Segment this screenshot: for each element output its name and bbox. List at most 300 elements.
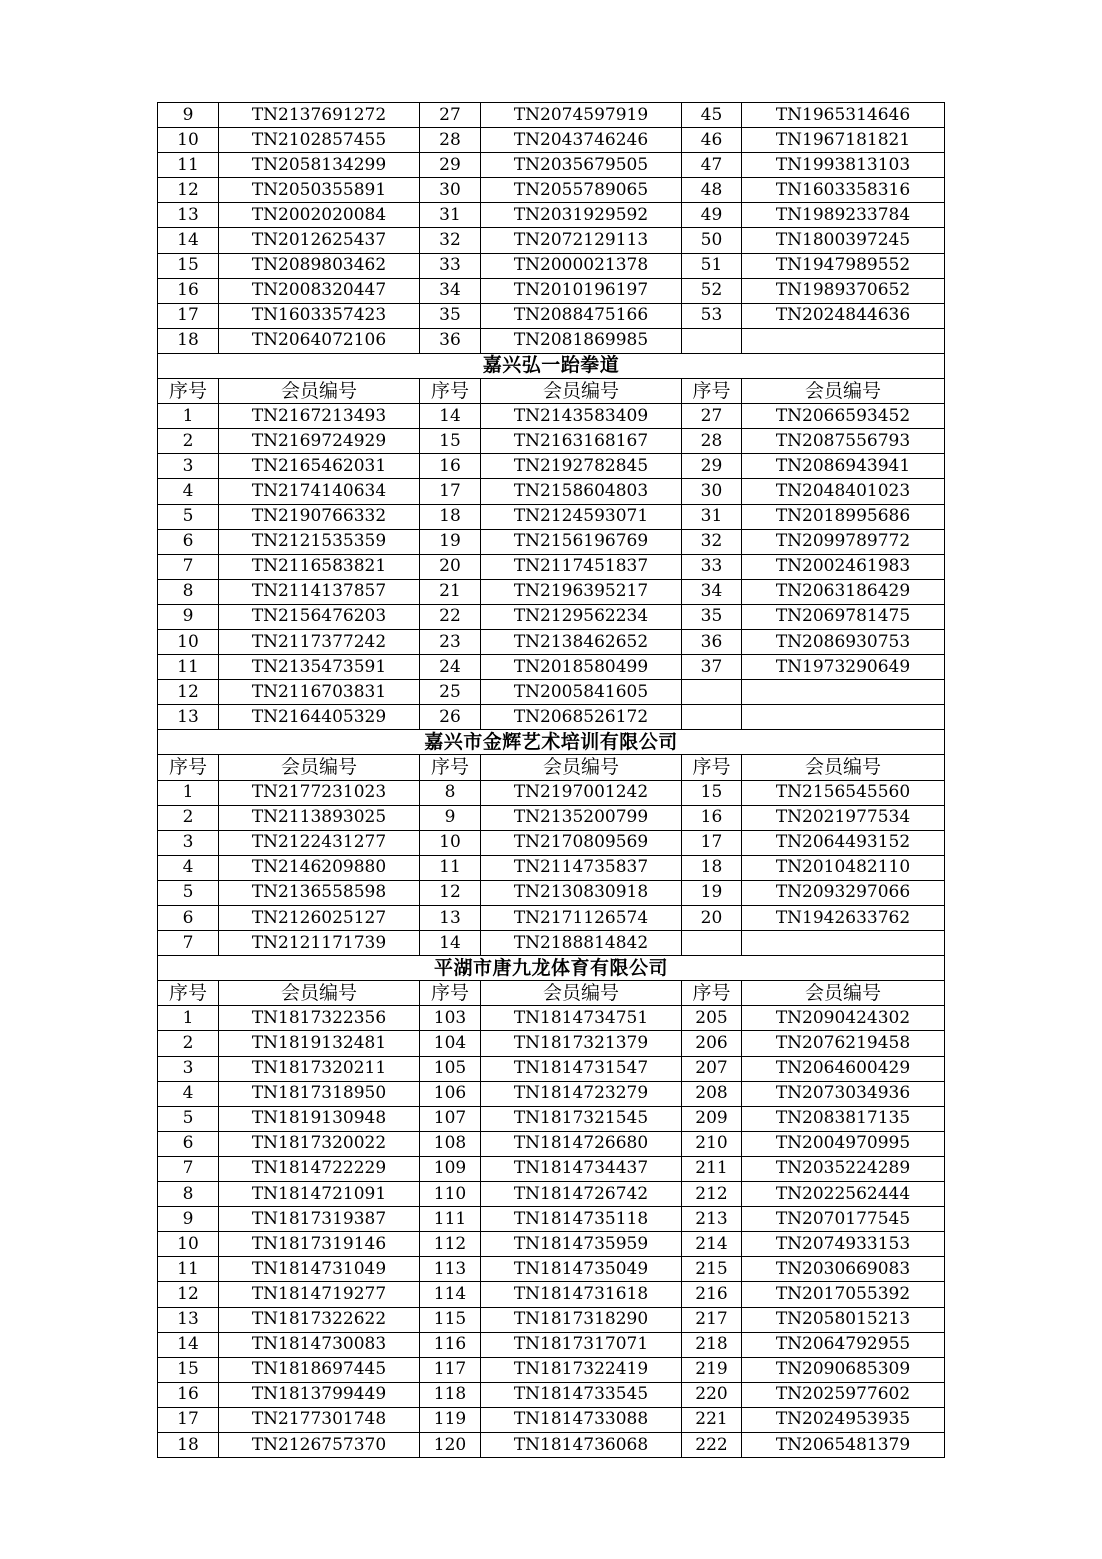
member-id-cell: TN2022562444	[742, 1182, 945, 1207]
column-header-index: 序号	[682, 981, 742, 1006]
member-id-cell: TN1814731547	[481, 1056, 682, 1081]
table-row	[158, 906, 945, 931]
table-row	[158, 855, 945, 880]
member-id-cell: TN1814731618	[481, 1282, 682, 1307]
member-id-cell: TN2169724929	[219, 429, 420, 454]
member-id-cell: TN1814726680	[481, 1131, 682, 1156]
member-id-cell: TN2076219458	[742, 1031, 945, 1056]
index-cell: 18	[158, 1432, 219, 1457]
index-cell: 107	[420, 1106, 481, 1131]
index-cell: 106	[420, 1081, 481, 1106]
member-id-cell: TN2089803462	[219, 253, 420, 278]
index-cell: 205	[682, 1006, 742, 1031]
member-id-cell: TN2064072106	[219, 328, 420, 353]
member-id-cell: TN2126025127	[219, 906, 420, 931]
column-header-index: 序号	[682, 379, 742, 404]
index-cell: 20	[420, 554, 481, 579]
index-cell: 50	[682, 228, 742, 253]
index-cell: 37	[682, 655, 742, 680]
index-cell: 4	[158, 1081, 219, 1106]
index-cell: 7	[158, 931, 219, 956]
member-id-cell: TN2099789772	[742, 529, 945, 554]
index-cell: 31	[420, 203, 481, 228]
member-id-cell: TN2188814842	[481, 931, 682, 956]
index-cell: 103	[420, 1006, 481, 1031]
table-row	[158, 1031, 945, 1056]
table-row	[158, 203, 945, 228]
table-row	[158, 1357, 945, 1382]
table-row	[158, 830, 945, 855]
member-id-cell: TN2024953935	[742, 1407, 945, 1432]
table-row	[158, 1182, 945, 1207]
member-id-cell: TN2121535359	[219, 529, 420, 554]
member-id-cell: TN1814723279	[481, 1081, 682, 1106]
member-id-cell: TN2114735837	[481, 855, 682, 880]
member-id-cell: TN1989370652	[742, 278, 945, 303]
index-cell: 114	[420, 1282, 481, 1307]
table-row	[158, 454, 945, 479]
member-id-cell: TN2058015213	[742, 1307, 945, 1332]
column-header-member-id: 会员编号	[481, 981, 682, 1006]
member-id-cell: TN1817319146	[219, 1232, 420, 1257]
index-cell: 3	[158, 454, 219, 479]
member-id-cell: TN1819130948	[219, 1106, 420, 1131]
index-cell: 17	[158, 303, 219, 328]
member-id-cell: TN2135473591	[219, 655, 420, 680]
member-id-cell: TN2192782845	[481, 454, 682, 479]
member-id-cell: TN1817318290	[481, 1307, 682, 1332]
member-id-cell: TN1993813103	[742, 153, 945, 178]
index-cell: 3	[158, 830, 219, 855]
column-header-index: 序号	[420, 981, 481, 1006]
index-cell: 113	[420, 1257, 481, 1282]
member-id-cell: TN2121171739	[219, 931, 420, 956]
member-id-cell: TN1814733088	[481, 1407, 682, 1432]
table-row	[158, 404, 945, 429]
member-id-cell: TN2197001242	[481, 780, 682, 805]
member-id-cell: TN2163168167	[481, 429, 682, 454]
table-row	[158, 178, 945, 203]
section-title: 嘉兴市金辉艺术培训有限公司	[158, 730, 945, 755]
index-cell: 12	[158, 178, 219, 203]
table-row	[158, 1232, 945, 1257]
member-id-cell: TN2093297066	[742, 880, 945, 905]
table-row	[158, 1131, 945, 1156]
table-row	[158, 805, 945, 830]
table-row	[158, 554, 945, 579]
member-id-cell: TN1817317071	[481, 1332, 682, 1357]
member-id-cell: TN1947989552	[742, 253, 945, 278]
member-id-cell: TN2070177545	[742, 1207, 945, 1232]
member-id-cell: TN2058134299	[219, 153, 420, 178]
member-id-cell: TN1942633762	[742, 906, 945, 931]
column-header-member-id: 会员编号	[219, 379, 420, 404]
table-row	[158, 579, 945, 604]
member-table	[157, 102, 945, 1458]
member-id-cell: TN2031929592	[481, 203, 682, 228]
index-cell: 35	[420, 303, 481, 328]
member-id-cell	[742, 705, 945, 730]
table-row	[158, 931, 945, 956]
index-cell: 11	[158, 1257, 219, 1282]
index-cell: 29	[682, 454, 742, 479]
member-id-cell: TN2117451837	[481, 554, 682, 579]
index-cell: 10	[158, 1232, 219, 1257]
index-cell: 207	[682, 1056, 742, 1081]
index-cell: 4	[158, 479, 219, 504]
member-id-cell: TN2010196197	[481, 278, 682, 303]
index-cell: 2	[158, 805, 219, 830]
table-row	[158, 429, 945, 454]
index-cell: 17	[158, 1407, 219, 1432]
member-id-cell: TN2086943941	[742, 454, 945, 479]
table-row	[158, 1432, 945, 1457]
index-cell: 212	[682, 1182, 742, 1207]
index-cell: 45	[682, 103, 742, 128]
member-id-cell: TN1814722229	[219, 1156, 420, 1181]
index-cell: 119	[420, 1407, 481, 1432]
table-row	[158, 103, 945, 128]
index-cell: 7	[158, 554, 219, 579]
index-cell: 216	[682, 1282, 742, 1307]
member-id-cell: TN2072129113	[481, 228, 682, 253]
index-cell	[682, 680, 742, 705]
index-cell: 46	[682, 128, 742, 153]
index-cell: 15	[158, 253, 219, 278]
index-cell: 29	[420, 153, 481, 178]
table-row	[158, 1207, 945, 1232]
index-cell: 6	[158, 1131, 219, 1156]
column-header-index: 序号	[420, 755, 481, 780]
member-id-cell: TN1817322622	[219, 1307, 420, 1332]
member-id-cell: TN2024844636	[742, 303, 945, 328]
index-cell: 18	[682, 855, 742, 880]
index-cell: 1	[158, 780, 219, 805]
index-cell: 117	[420, 1357, 481, 1382]
index-cell: 22	[420, 604, 481, 629]
member-id-cell: TN2138462652	[481, 629, 682, 654]
member-id-cell: TN1814733545	[481, 1382, 682, 1407]
index-cell: 13	[420, 906, 481, 931]
member-id-cell: TN2064600429	[742, 1056, 945, 1081]
table-row	[158, 655, 945, 680]
member-id-cell: TN2068526172	[481, 705, 682, 730]
index-cell: 104	[420, 1031, 481, 1056]
member-id-cell: TN2008320447	[219, 278, 420, 303]
column-header-member-id: 会员编号	[219, 755, 420, 780]
member-id-cell: TN2124593071	[481, 504, 682, 529]
header-row	[158, 981, 945, 1006]
member-id-cell: TN2156545560	[742, 780, 945, 805]
index-cell: 14	[158, 228, 219, 253]
member-id-cell: TN2190766332	[219, 504, 420, 529]
index-cell: 16	[420, 454, 481, 479]
member-id-cell: TN2156476203	[219, 604, 420, 629]
index-cell: 30	[682, 479, 742, 504]
index-cell: 32	[682, 529, 742, 554]
member-id-cell: TN1817320211	[219, 1056, 420, 1081]
index-cell: 13	[158, 203, 219, 228]
member-id-cell: TN2177231023	[219, 780, 420, 805]
index-cell: 13	[158, 1307, 219, 1332]
member-id-cell: TN1965314646	[742, 103, 945, 128]
member-id-cell: TN1814735049	[481, 1257, 682, 1282]
index-cell: 118	[420, 1382, 481, 1407]
index-cell: 4	[158, 855, 219, 880]
table-row	[158, 1006, 945, 1031]
section-title-row	[158, 956, 945, 981]
index-cell: 12	[158, 680, 219, 705]
index-cell: 27	[682, 404, 742, 429]
member-id-cell: TN2167213493	[219, 404, 420, 429]
index-cell: 210	[682, 1131, 742, 1156]
header-row	[158, 755, 945, 780]
table-row	[158, 253, 945, 278]
index-cell: 32	[420, 228, 481, 253]
index-cell: 19	[420, 529, 481, 554]
member-id-cell: TN2126757370	[219, 1432, 420, 1457]
table-row	[158, 128, 945, 153]
index-cell: 115	[420, 1307, 481, 1332]
member-id-cell: TN1814734437	[481, 1156, 682, 1181]
member-id-cell: TN2174140634	[219, 479, 420, 504]
index-cell: 222	[682, 1432, 742, 1457]
index-cell: 12	[420, 880, 481, 905]
member-id-cell: TN2158604803	[481, 479, 682, 504]
table-row	[158, 1307, 945, 1332]
member-id-cell: TN1817321379	[481, 1031, 682, 1056]
index-cell: 112	[420, 1232, 481, 1257]
index-cell: 6	[158, 906, 219, 931]
column-header-member-id: 会员编号	[742, 379, 945, 404]
header-row	[158, 379, 945, 404]
member-id-cell: TN2043746246	[481, 128, 682, 153]
member-id-cell: TN2073034936	[742, 1081, 945, 1106]
index-cell: 15	[158, 1357, 219, 1382]
index-cell: 17	[420, 479, 481, 504]
section-title: 嘉兴弘一跆拳道	[158, 353, 945, 378]
member-id-cell: TN2196395217	[481, 579, 682, 604]
index-cell: 8	[158, 579, 219, 604]
member-id-cell: TN2165462031	[219, 454, 420, 479]
table-row	[158, 529, 945, 554]
table-row	[158, 880, 945, 905]
index-cell: 120	[420, 1432, 481, 1457]
index-cell: 25	[420, 680, 481, 705]
member-id-cell	[742, 680, 945, 705]
index-cell: 18	[420, 504, 481, 529]
member-id-cell: TN1814736068	[481, 1432, 682, 1457]
member-id-cell: TN2083817135	[742, 1106, 945, 1131]
index-cell: 5	[158, 504, 219, 529]
member-id-cell: TN2116703831	[219, 680, 420, 705]
member-id-cell: TN1814734751	[481, 1006, 682, 1031]
index-cell: 33	[420, 253, 481, 278]
index-cell: 6	[158, 529, 219, 554]
table-row	[158, 680, 945, 705]
member-id-cell: TN1814719277	[219, 1282, 420, 1307]
member-id-cell: TN1817319387	[219, 1207, 420, 1232]
index-cell: 218	[682, 1332, 742, 1357]
table-row	[158, 1382, 945, 1407]
column-header-member-id: 会员编号	[219, 981, 420, 1006]
column-header-index: 序号	[158, 755, 219, 780]
index-cell: 34	[682, 579, 742, 604]
index-cell: 11	[158, 655, 219, 680]
index-cell: 9	[158, 1207, 219, 1232]
member-id-cell: TN1814731049	[219, 1257, 420, 1282]
member-id-cell: TN2146209880	[219, 855, 420, 880]
index-cell: 108	[420, 1131, 481, 1156]
index-cell: 105	[420, 1056, 481, 1081]
member-id-cell: TN2170809569	[481, 830, 682, 855]
member-id-cell: TN2002020084	[219, 203, 420, 228]
index-cell: 9	[158, 103, 219, 128]
index-cell: 11	[420, 855, 481, 880]
member-id-cell: TN2116583821	[219, 554, 420, 579]
member-id-cell: TN2130830918	[481, 880, 682, 905]
index-cell: 11	[158, 153, 219, 178]
index-cell: 36	[682, 629, 742, 654]
index-cell: 26	[420, 705, 481, 730]
index-cell: 111	[420, 1207, 481, 1232]
index-cell: 9	[420, 805, 481, 830]
member-id-cell: TN2063186429	[742, 579, 945, 604]
index-cell: 8	[158, 1182, 219, 1207]
member-id-cell: TN2171126574	[481, 906, 682, 931]
table-row	[158, 479, 945, 504]
member-id-cell	[742, 328, 945, 353]
index-cell: 17	[682, 830, 742, 855]
index-cell: 12	[158, 1282, 219, 1307]
index-cell: 13	[158, 705, 219, 730]
member-id-cell: TN2090424302	[742, 1006, 945, 1031]
index-cell: 23	[420, 629, 481, 654]
index-cell: 1	[158, 404, 219, 429]
index-cell: 219	[682, 1357, 742, 1382]
index-cell: 30	[420, 178, 481, 203]
table-row	[158, 328, 945, 353]
member-id-cell: TN1819132481	[219, 1031, 420, 1056]
member-id-cell: TN1814735118	[481, 1207, 682, 1232]
member-id-cell: TN1814735959	[481, 1232, 682, 1257]
table-row	[158, 303, 945, 328]
member-id-cell: TN2117377242	[219, 629, 420, 654]
index-cell: 14	[158, 1332, 219, 1357]
table-row	[158, 1407, 945, 1432]
index-cell: 18	[158, 328, 219, 353]
index-cell: 24	[420, 655, 481, 680]
member-id-cell: TN2137691272	[219, 103, 420, 128]
column-header-index: 序号	[158, 981, 219, 1006]
member-id-cell: TN1817321545	[481, 1106, 682, 1131]
table-row	[158, 705, 945, 730]
member-id-cell: TN2048401023	[742, 479, 945, 504]
index-cell: 208	[682, 1081, 742, 1106]
member-id-cell: TN2030669083	[742, 1257, 945, 1282]
index-cell: 1	[158, 1006, 219, 1031]
member-id-cell: TN2069781475	[742, 604, 945, 629]
index-cell: 14	[420, 404, 481, 429]
index-cell: 49	[682, 203, 742, 228]
index-cell: 52	[682, 278, 742, 303]
index-cell: 2	[158, 429, 219, 454]
index-cell: 9	[158, 604, 219, 629]
index-cell	[682, 328, 742, 353]
member-id-cell: TN2018995686	[742, 504, 945, 529]
member-id-cell: TN2012625437	[219, 228, 420, 253]
member-id-cell: TN2064792955	[742, 1332, 945, 1357]
member-id-cell: TN2135200799	[481, 805, 682, 830]
member-id-cell: TN2002461983	[742, 554, 945, 579]
index-cell: 214	[682, 1232, 742, 1257]
section-title: 平湖市唐九龙体育有限公司	[158, 956, 945, 981]
member-id-cell: TN2136558598	[219, 880, 420, 905]
index-cell: 28	[682, 429, 742, 454]
index-cell: 15	[420, 429, 481, 454]
index-cell: 14	[420, 931, 481, 956]
index-cell: 221	[682, 1407, 742, 1432]
member-id-cell: TN1967181821	[742, 128, 945, 153]
member-id-cell: TN2065481379	[742, 1432, 945, 1457]
table-row	[158, 228, 945, 253]
member-id-cell: TN1813799449	[219, 1382, 420, 1407]
column-header-index: 序号	[158, 379, 219, 404]
column-header-member-id: 会员编号	[481, 379, 682, 404]
member-id-cell	[742, 931, 945, 956]
index-cell: 16	[158, 278, 219, 303]
member-id-cell: TN2143583409	[481, 404, 682, 429]
index-cell: 47	[682, 153, 742, 178]
member-id-cell: TN2021977534	[742, 805, 945, 830]
column-header-member-id: 会员编号	[481, 755, 682, 780]
member-id-cell: TN1814726742	[481, 1182, 682, 1207]
member-id-cell: TN2018580499	[481, 655, 682, 680]
member-id-cell: TN2090685309	[742, 1357, 945, 1382]
index-cell	[682, 705, 742, 730]
member-id-cell: TN2087556793	[742, 429, 945, 454]
index-cell: 3	[158, 1056, 219, 1081]
index-cell: 33	[682, 554, 742, 579]
index-cell: 211	[682, 1156, 742, 1181]
member-id-cell: TN2010482110	[742, 855, 945, 880]
member-id-cell: TN2064493152	[742, 830, 945, 855]
member-id-cell: TN2004970995	[742, 1131, 945, 1156]
member-id-cell: TN1603358316	[742, 178, 945, 203]
index-cell: 10	[158, 128, 219, 153]
member-id-cell: TN1818697445	[219, 1357, 420, 1382]
member-id-cell: TN2074933153	[742, 1232, 945, 1257]
member-id-cell: TN2129562234	[481, 604, 682, 629]
member-id-cell: TN1817318950	[219, 1081, 420, 1106]
member-id-cell: TN2035224289	[742, 1156, 945, 1181]
index-cell: 10	[158, 629, 219, 654]
index-cell: 213	[682, 1207, 742, 1232]
index-cell: 7	[158, 1156, 219, 1181]
index-cell: 215	[682, 1257, 742, 1282]
index-cell: 16	[158, 1382, 219, 1407]
member-id-cell: TN2066593452	[742, 404, 945, 429]
member-id-cell: TN2025977602	[742, 1382, 945, 1407]
member-id-cell: TN2102857455	[219, 128, 420, 153]
index-cell: 53	[682, 303, 742, 328]
index-cell: 5	[158, 1106, 219, 1131]
table-row	[158, 1106, 945, 1131]
member-id-cell: TN1989233784	[742, 203, 945, 228]
member-id-cell: TN2081869985	[481, 328, 682, 353]
member-id-cell: TN2035679505	[481, 153, 682, 178]
table-row	[158, 1081, 945, 1106]
